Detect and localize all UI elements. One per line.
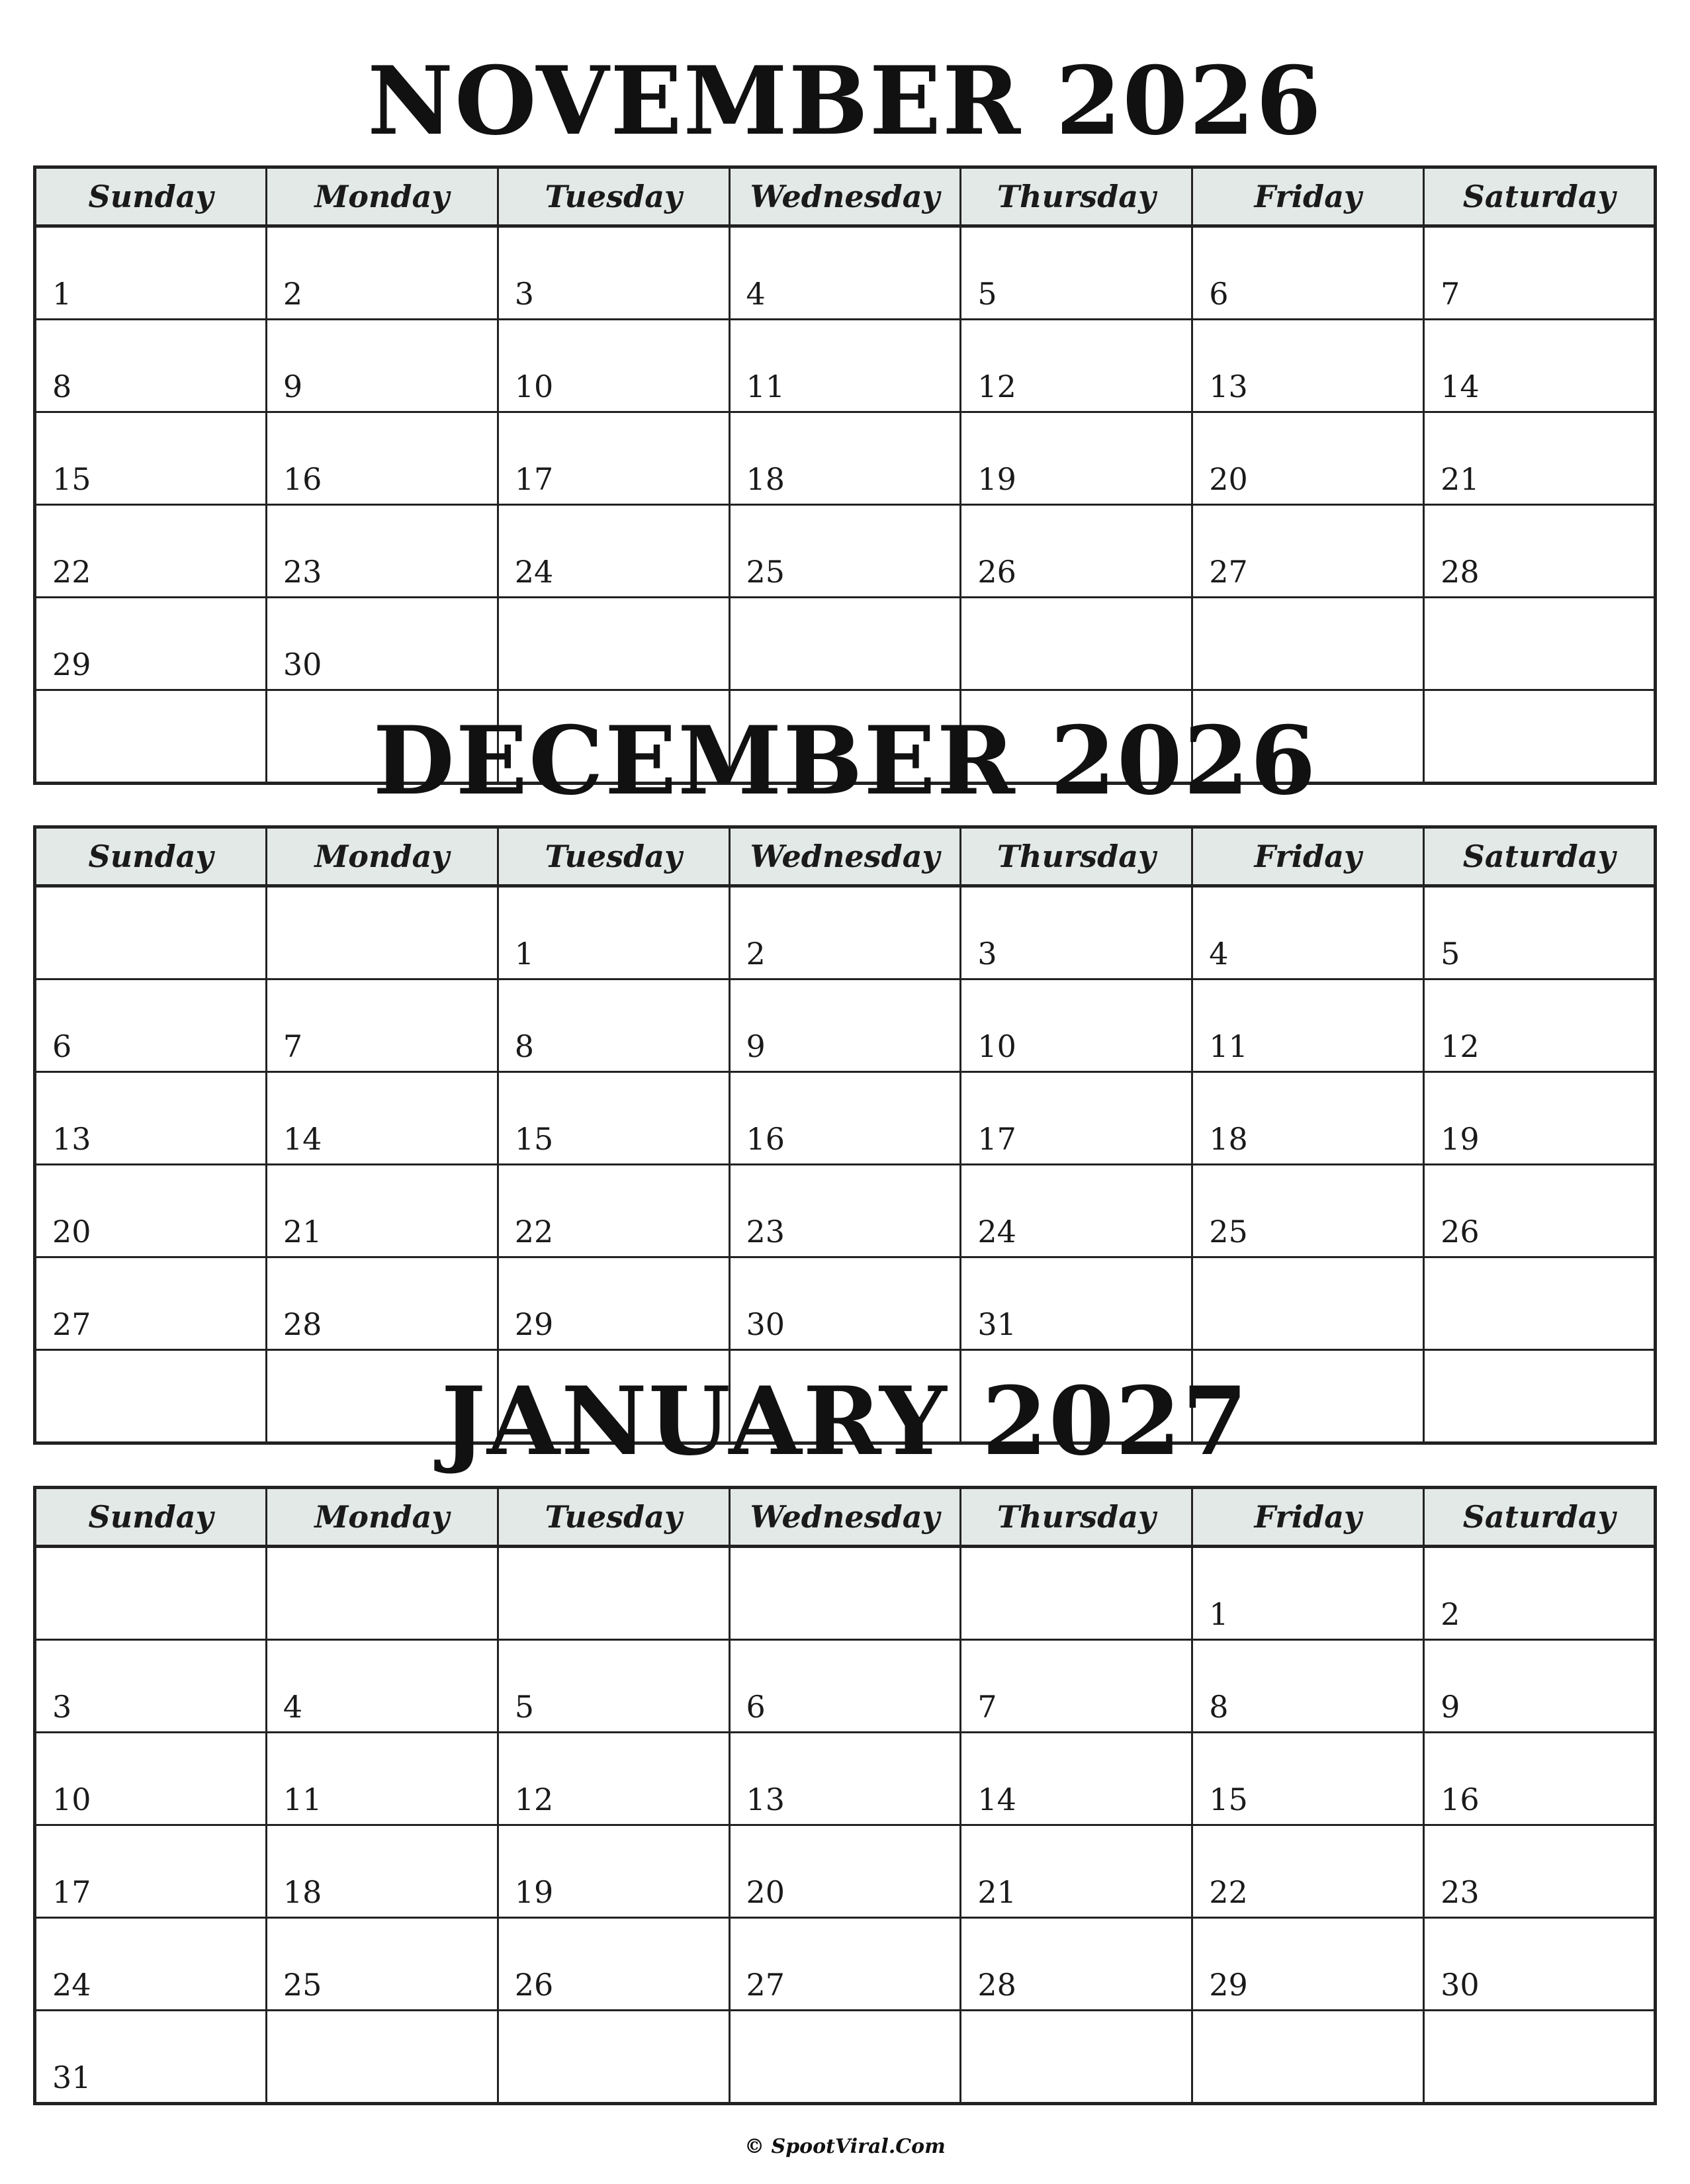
weekday-header-saturday: Saturday bbox=[1424, 1488, 1656, 1547]
empty-day-cell bbox=[961, 598, 1192, 690]
day-cell: 25 bbox=[266, 1918, 498, 2011]
empty-day-cell bbox=[266, 2011, 498, 2104]
day-cell: 15 bbox=[1192, 1733, 1424, 1825]
day-cell: 12 bbox=[1424, 979, 1656, 1072]
day-cell: 12 bbox=[498, 1733, 729, 1825]
weekday-header-thursday: Thursday bbox=[961, 1488, 1192, 1547]
day-cell: 16 bbox=[266, 412, 498, 505]
weekday-header-wednesday: Wednesday bbox=[729, 827, 961, 886]
day-cell: 17 bbox=[498, 412, 729, 505]
empty-day-cell bbox=[1192, 2011, 1424, 2104]
weekday-header-wednesday: Wednesday bbox=[729, 167, 961, 226]
day-cell: 7 bbox=[961, 1640, 1192, 1733]
day-cell: 6 bbox=[1192, 226, 1424, 320]
week-row bbox=[35, 226, 1656, 320]
day-cell: 6 bbox=[729, 1640, 961, 1733]
day-cell: 13 bbox=[35, 1072, 267, 1165]
week-row bbox=[35, 412, 1656, 505]
day-cell: 30 bbox=[1424, 1918, 1656, 2011]
weekday-header-row bbox=[35, 1488, 1656, 1547]
weekday-header-row bbox=[35, 827, 1656, 886]
month-title: JANUARY 2027 bbox=[441, 1367, 1249, 1477]
day-cell: 2 bbox=[1424, 1547, 1656, 1640]
empty-day-cell bbox=[729, 1547, 961, 1640]
day-cell: 22 bbox=[1192, 1825, 1424, 1918]
day-cell: 29 bbox=[1192, 1918, 1424, 2011]
day-cell: 5 bbox=[498, 1640, 729, 1733]
day-cell: 14 bbox=[266, 1072, 498, 1165]
day-cell: 1 bbox=[498, 886, 729, 979]
empty-day-cell bbox=[266, 886, 498, 979]
week-row bbox=[35, 2011, 1656, 2104]
day-cell: 23 bbox=[729, 1165, 961, 1257]
weekday-header-row bbox=[35, 167, 1656, 226]
day-cell: 8 bbox=[498, 979, 729, 1072]
day-cell: 21 bbox=[266, 1165, 498, 1257]
day-cell: 25 bbox=[729, 505, 961, 598]
day-cell: 31 bbox=[961, 1257, 1192, 1350]
empty-day-cell bbox=[498, 598, 729, 690]
empty-day-cell bbox=[498, 1547, 729, 1640]
week-row bbox=[35, 505, 1656, 598]
day-cell: 24 bbox=[498, 505, 729, 598]
day-cell: 14 bbox=[961, 1733, 1192, 1825]
day-cell: 21 bbox=[961, 1825, 1192, 1918]
day-cell: 22 bbox=[35, 505, 267, 598]
day-cell: 11 bbox=[729, 320, 961, 412]
calendar-grid bbox=[33, 825, 1657, 1445]
weekday-header-saturday: Saturday bbox=[1424, 167, 1656, 226]
weekday-header-thursday: Thursday bbox=[961, 827, 1192, 886]
weekday-header-wednesday: Wednesday bbox=[729, 1488, 961, 1547]
weekday-header-thursday: Thursday bbox=[961, 167, 1192, 226]
day-cell: 18 bbox=[729, 412, 961, 505]
empty-day-cell bbox=[961, 1547, 1192, 1640]
week-row bbox=[35, 320, 1656, 412]
day-cell: 26 bbox=[498, 1918, 729, 2011]
week-row bbox=[35, 1918, 1656, 2011]
empty-day-cell bbox=[266, 1547, 498, 1640]
day-cell: 25 bbox=[1192, 1165, 1424, 1257]
week-row bbox=[35, 1547, 1656, 1640]
empty-day-cell bbox=[1424, 598, 1656, 690]
day-cell: 30 bbox=[729, 1257, 961, 1350]
empty-day-cell bbox=[35, 1547, 267, 1640]
calendar-grid bbox=[33, 1486, 1657, 2105]
day-cell: 3 bbox=[498, 226, 729, 320]
empty-day-cell bbox=[729, 2011, 961, 2104]
day-cell: 23 bbox=[266, 505, 498, 598]
day-cell: 19 bbox=[498, 1825, 729, 1918]
day-cell: 28 bbox=[961, 1918, 1192, 2011]
empty-day-cell bbox=[961, 2011, 1192, 2104]
week-row bbox=[35, 1825, 1656, 1918]
weekday-header-tuesday: Tuesday bbox=[498, 1488, 729, 1547]
day-cell: 9 bbox=[1424, 1640, 1656, 1733]
day-cell: 28 bbox=[1424, 505, 1656, 598]
day-cell: 17 bbox=[35, 1825, 267, 1918]
day-cell: 15 bbox=[498, 1072, 729, 1165]
day-cell: 20 bbox=[1192, 412, 1424, 505]
day-cell: 21 bbox=[1424, 412, 1656, 505]
day-cell: 18 bbox=[1192, 1072, 1424, 1165]
day-cell: 11 bbox=[266, 1733, 498, 1825]
weekday-header-friday: Friday bbox=[1192, 1488, 1424, 1547]
week-row bbox=[35, 886, 1656, 979]
empty-day-cell bbox=[1192, 598, 1424, 690]
day-cell: 27 bbox=[1192, 505, 1424, 598]
day-cell: 5 bbox=[961, 226, 1192, 320]
day-cell: 4 bbox=[729, 226, 961, 320]
day-cell: 8 bbox=[1192, 1640, 1424, 1733]
day-cell: 2 bbox=[266, 226, 498, 320]
weekday-header-friday: Friday bbox=[1192, 167, 1424, 226]
day-cell: 10 bbox=[961, 979, 1192, 1072]
day-cell: 26 bbox=[961, 505, 1192, 598]
day-cell: 13 bbox=[1192, 320, 1424, 412]
day-cell: 30 bbox=[266, 598, 498, 690]
weekday-header-sunday: Sunday bbox=[35, 167, 267, 226]
empty-day-cell bbox=[35, 886, 267, 979]
day-cell: 26 bbox=[1424, 1165, 1656, 1257]
day-cell: 10 bbox=[35, 1733, 267, 1825]
weekday-header-friday: Friday bbox=[1192, 827, 1424, 886]
day-cell: 24 bbox=[961, 1165, 1192, 1257]
day-cell: 16 bbox=[1424, 1733, 1656, 1825]
weekday-header-tuesday: Tuesday bbox=[498, 827, 729, 886]
day-cell: 29 bbox=[35, 598, 267, 690]
month-title: NOVEMBER 2026 bbox=[367, 46, 1323, 156]
week-row bbox=[35, 1733, 1656, 1825]
day-cell: 8 bbox=[35, 320, 267, 412]
day-cell: 20 bbox=[35, 1165, 267, 1257]
day-cell: 19 bbox=[1424, 1072, 1656, 1165]
day-cell: 29 bbox=[498, 1257, 729, 1350]
week-row bbox=[35, 979, 1656, 1072]
weekday-header-saturday: Saturday bbox=[1424, 827, 1656, 886]
empty-day-cell bbox=[1424, 2011, 1656, 2104]
day-cell: 7 bbox=[266, 979, 498, 1072]
week-row bbox=[35, 1257, 1656, 1350]
day-cell: 27 bbox=[729, 1918, 961, 2011]
day-cell: 19 bbox=[961, 412, 1192, 505]
day-cell: 15 bbox=[35, 412, 267, 505]
weekday-header-sunday: Sunday bbox=[35, 827, 267, 886]
empty-day-cell bbox=[729, 598, 961, 690]
day-cell: 12 bbox=[961, 320, 1192, 412]
day-cell: 23 bbox=[1424, 1825, 1656, 1918]
day-cell: 17 bbox=[961, 1072, 1192, 1165]
day-cell: 9 bbox=[729, 979, 961, 1072]
day-cell: 9 bbox=[266, 320, 498, 412]
calendar-grid bbox=[33, 165, 1657, 785]
weekday-header-monday: Monday bbox=[266, 827, 498, 886]
week-row bbox=[35, 1640, 1656, 1733]
day-cell: 20 bbox=[729, 1825, 961, 1918]
month-title: DECEMBER 2026 bbox=[373, 706, 1317, 816]
day-cell: 14 bbox=[1424, 320, 1656, 412]
day-cell: 28 bbox=[266, 1257, 498, 1350]
copyright-footer: © SpootViral.Com bbox=[744, 2135, 946, 2158]
weekday-header-sunday: Sunday bbox=[35, 1488, 267, 1547]
day-cell: 5 bbox=[1424, 886, 1656, 979]
day-cell: 18 bbox=[266, 1825, 498, 1918]
day-cell: 10 bbox=[498, 320, 729, 412]
day-cell: 3 bbox=[35, 1640, 267, 1733]
day-cell: 1 bbox=[35, 226, 267, 320]
empty-day-cell bbox=[498, 2011, 729, 2104]
day-cell: 4 bbox=[1192, 886, 1424, 979]
day-cell: 31 bbox=[35, 2011, 267, 2104]
day-cell: 13 bbox=[729, 1733, 961, 1825]
weekday-header-tuesday: Tuesday bbox=[498, 167, 729, 226]
day-cell: 2 bbox=[729, 886, 961, 979]
empty-day-cell bbox=[1424, 1257, 1656, 1350]
weekday-header-monday: Monday bbox=[266, 1488, 498, 1547]
weekday-header-monday: Monday bbox=[266, 167, 498, 226]
day-cell: 16 bbox=[729, 1072, 961, 1165]
day-cell: 3 bbox=[961, 886, 1192, 979]
week-row bbox=[35, 598, 1656, 690]
day-cell: 27 bbox=[35, 1257, 267, 1350]
day-cell: 22 bbox=[498, 1165, 729, 1257]
day-cell: 11 bbox=[1192, 979, 1424, 1072]
day-cell: 7 bbox=[1424, 226, 1656, 320]
day-cell: 6 bbox=[35, 979, 267, 1072]
week-row bbox=[35, 1165, 1656, 1257]
empty-day-cell bbox=[1192, 1257, 1424, 1350]
day-cell: 24 bbox=[35, 1918, 267, 2011]
week-row bbox=[35, 1072, 1656, 1165]
day-cell: 4 bbox=[266, 1640, 498, 1733]
day-cell: 1 bbox=[1192, 1547, 1424, 1640]
